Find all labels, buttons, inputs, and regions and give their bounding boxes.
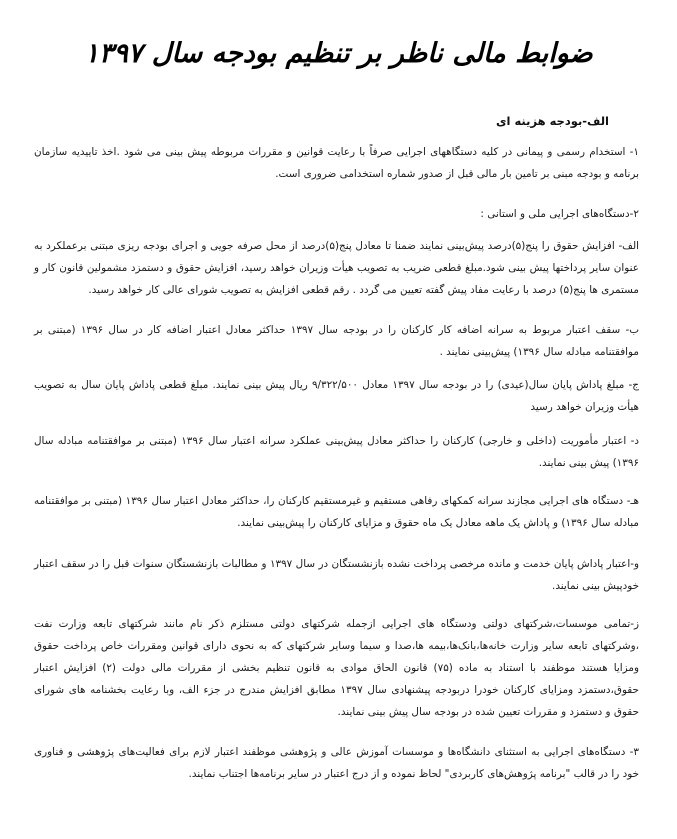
paragraph-2-ze: ز-تمامی موسسات،شرکتهای دولتی ودستگاه های اجرایی ازجمله شرکتهای دولتی مستلزم ذکر نام مانند شرکتهای تابعه وزارت نفت ،وشرکتهای تابعه سایر وزارت خانه‌ها،بانک‌ها،بیمه ها،صدا و سیما وسایر شرکتهای که به نحوی دارای قوانین ومقررات خاص پرداخت حقوق ومزایا هستند موظفند با استناد به ماده (۷۵) قانون الحاق موادی به قانون تنظیم بخشی از مقررات مالی دولت (۲) افزایش اعتبار حقوق،دستمزد ومزایای کارکنان خودرا دربودجه پیشنهادی سال ۱۳۹۷ مطابق افزایش مندرج در جزء الف، وبا رعایت بخشنامه های شورای حقوق و دستمزد و مقررات تعیین شده در بودجه سال پیش بینی نمایند. [34,618,639,718]
paragraph-2-he: هـ- دستگاه های اجرایی مجازند سرانه کمکهای رفاهی مستقیم و غیرمستقیم کارکنان را، حداکثر معادل اعتبار سال ۱۳۹۶ (مبتنی بر موافقتنامه مبادله سال ۱۳۹۶) و پاداش یک ماهه معادل یک ماه حقوق و مزایای کارکنان را پیش‌بینی نمایند. [34,495,639,529]
paragraph-2-jim: ج- مبلغ پاداش پایان سال(عیدی) را در بودجه سال ۱۳۹۷ معادل ۹/۳۲۲/۵۰۰ ریال پیش بینی نمایند. مبلغ قطعی پاداش پایان سال به تصویب هیأت وزیران خواهد رسید [34,379,639,413]
paragraph-2: ۲-دستگاه‌های اجرایی ملی و استانی : [480,208,639,220]
paragraph-3: ۳- دستگاه‌های اجرایی به استثنای دانشگاه‌ها و موسسات آموزش عالی و پژوهشی موظفند اعتبار لازم برای فعالیت‌های پژوهشی و فناوری خود را در قالب "برنامه پژوهش‌های کاربردی" لحاظ نموده و از درج اعتبار در سایر برنامه‌ها اجتناب نمایند. [34,746,639,780]
paragraph-1: ۱- استخدام رسمی و پیمانی در کلیه دستگاههای اجرایی صرفاً با رعایت قوانین و مقررات مربوطه پیش بینی می شود .اخذ تاییدیه سازمان برنامه و بودجه مبنی بر تامین بار مالی قبل از صدور شماره استخدامی ضروری است. [34,146,639,180]
paragraph-2-dal: د- اعتبار مأموریت (داخلی و خارجی) کارکنان را حداکثر معادل پیش‌بینی عملکرد سرانه اعتبار سال ۱۳۹۶ (مبتنی بر موافقتنامه مبادله سال ۱۳۹۶) پیش بینی نمایند. [34,435,639,469]
section-heading: الف-بودجه هزینه ای [495,114,609,128]
paragraph-2-vav: و-اعتبار پاداش پایان خدمت و مانده مرخصی پرداخت نشده بازنشستگان در سال ۱۳۹۷ و مطالبات بازنشستگان سنوات قبل را در سقف اعتبار خودپیش بینی نمایند. [34,558,639,592]
paragraph-2-alef: الف- افزایش حقوق را پنج(۵)درصد پیش‌بینی نمایند ضمنا تا معادل پنج(۵)درصد از محل صرفه جویی و اجرای بودجه ریزی مبتنی برعملکرد به عنوان سایر پرداختها پیش بینی شود.مبلغ قطعی ضریب به تصویب هیأت وزیران خواهد رسید، افزایش حقوق و دستمزد مشمولین قانون کار و مستمری ها پنج(۵) درصد با رعایت مفاد پیش گفته تعیین می گردد . رقم قطعی افزایش به تصویب شورای عالی کار خواهد رسید. [34,240,639,296]
document-title: ضوابط مالی ناظر بر تنظیم بودجه سال ۱۳۹۷ [84,38,593,69]
paragraph-2-be: ب- سقف اعتبار مربوط به سرانه اضافه کار کارکنان را در بودجه سال ۱۳۹۷ حداکثر معادل اعتبار اضافه کار در سال ۱۳۹۶ (مبتنی بر موافقتنامه مبادله سال ۱۳۹۶) پیش‌بینی نمایند . [34,324,639,358]
